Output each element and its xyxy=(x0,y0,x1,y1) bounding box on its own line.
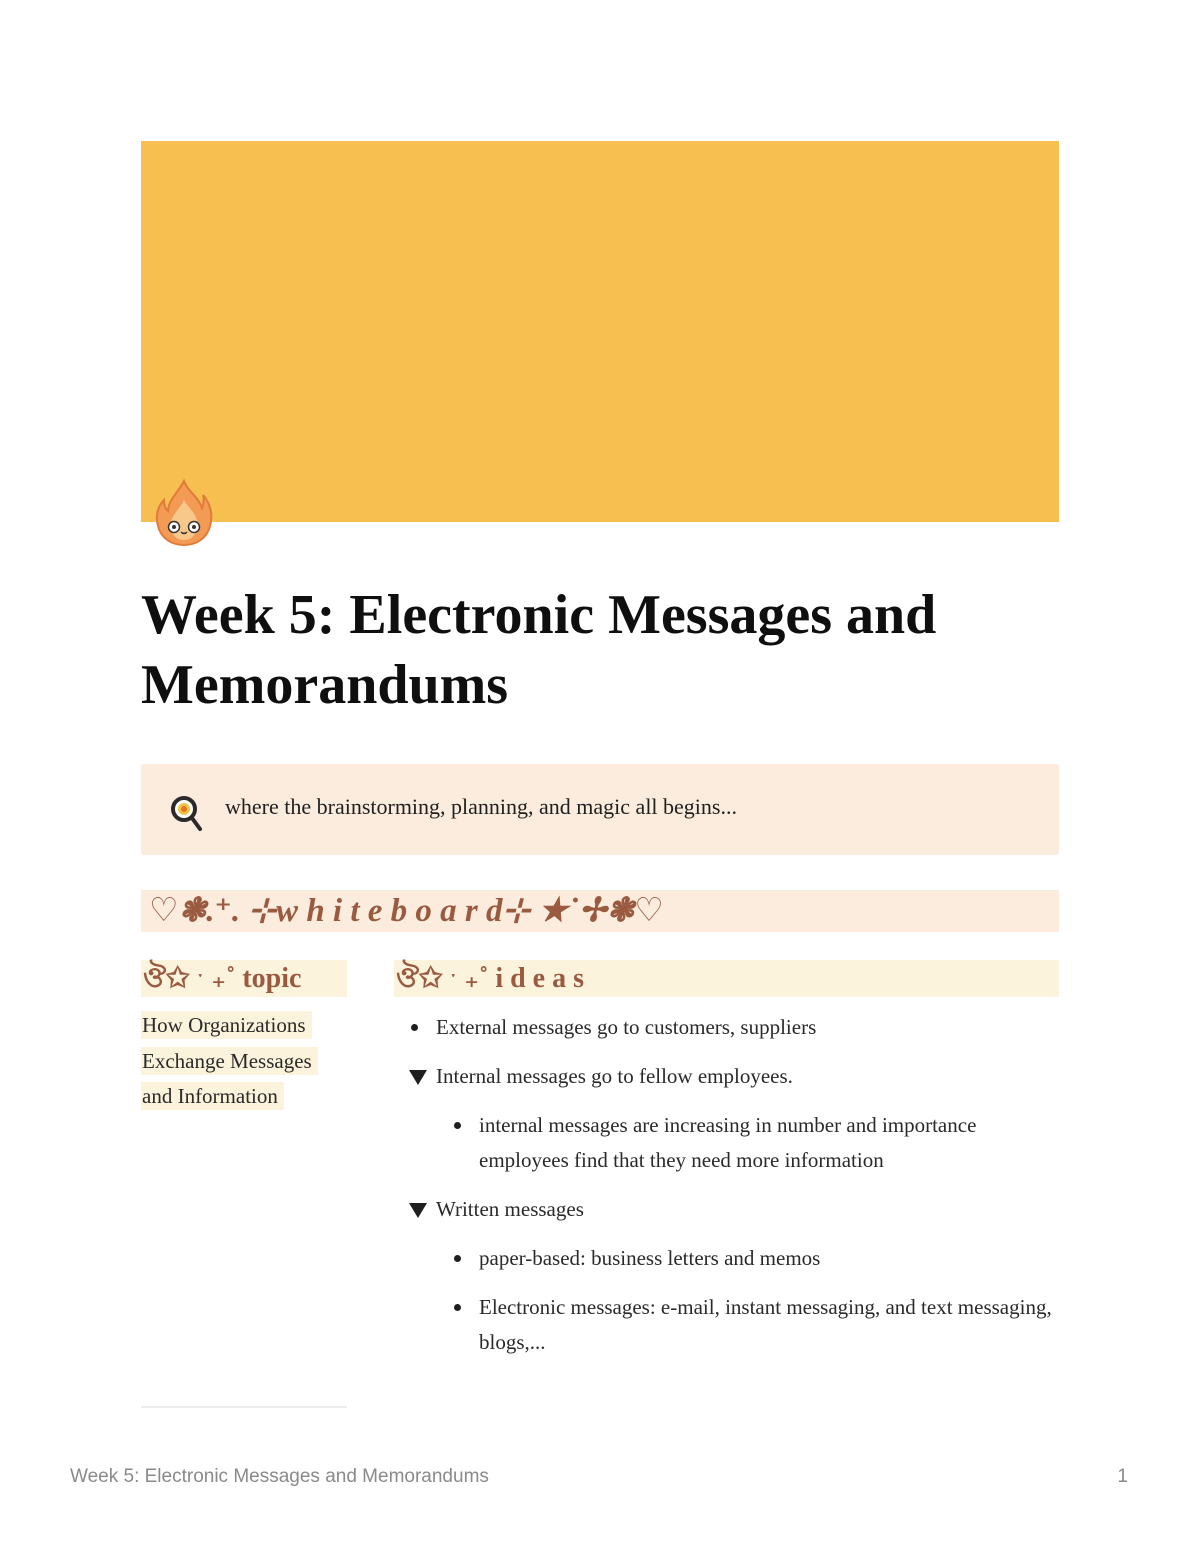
bullet-icon xyxy=(454,1255,461,1262)
toggle-triangle-icon[interactable] xyxy=(409,1203,427,1218)
whiteboard-heading-text: ♡❃.⁺. ⊹w h i t e b o a r d⊹ ★˙✢❃♡ xyxy=(149,893,664,929)
topic-line: How Organizations xyxy=(141,1011,312,1039)
toggle-triangle-icon[interactable] xyxy=(409,1070,427,1085)
bullet-icon xyxy=(411,1024,418,1031)
list-item xyxy=(448,1241,1055,1276)
list-item-text: External messages go to customers, suppliers xyxy=(436,1015,817,1039)
callout-block xyxy=(141,764,1059,855)
toggle-item[interactable] xyxy=(405,1192,1055,1227)
topic-heading xyxy=(141,960,347,997)
whiteboard-heading xyxy=(141,890,1059,932)
list-item-text: Electronic messages: e-mail, instant messaging, and text messaging, blogs,... xyxy=(479,1295,1052,1354)
list-item xyxy=(448,1290,1055,1360)
list-item-text: paper-based: business letters and memos xyxy=(479,1246,821,1270)
cover-fill xyxy=(141,141,1059,522)
ideas-heading-text: ঔ✩ ˑ ₊˚ i d e a s xyxy=(396,963,584,994)
topic-heading-text: ঔ✩ ˑ ₊˚ topic xyxy=(143,963,302,994)
footer-title: Week 5: Electronic Messages and Memorandums xyxy=(70,1466,489,1487)
page-number: 1 xyxy=(1117,1466,1128,1487)
bullet-icon xyxy=(454,1122,461,1129)
topic-line: and Information xyxy=(141,1082,284,1110)
ideas-list xyxy=(405,1010,1055,1374)
topic-line: Exchange Messages xyxy=(141,1047,318,1075)
list-item-text: internal messages are increasing in number and importance employees find that they need more information xyxy=(479,1113,977,1172)
cover-image xyxy=(141,141,1059,522)
toggle-item-text: Written messages xyxy=(436,1197,584,1221)
magnifier-icon xyxy=(169,794,205,834)
callout-text: where the brainstorming, planning, and magic all begins... xyxy=(225,794,737,819)
toggle-item[interactable] xyxy=(405,1059,1055,1094)
page-title: Week 5: Electronic Messages and Memorandums xyxy=(141,584,937,716)
ideas-heading xyxy=(394,960,1059,997)
list-item xyxy=(405,1010,1055,1045)
fire-emoji-icon xyxy=(152,478,216,548)
toggle-item-text: Internal messages go to fellow employees. xyxy=(436,1064,793,1088)
bullet-icon xyxy=(454,1304,461,1311)
list-item xyxy=(448,1108,1055,1178)
topic-body xyxy=(141,1008,351,1115)
topic-divider xyxy=(141,1406,347,1408)
